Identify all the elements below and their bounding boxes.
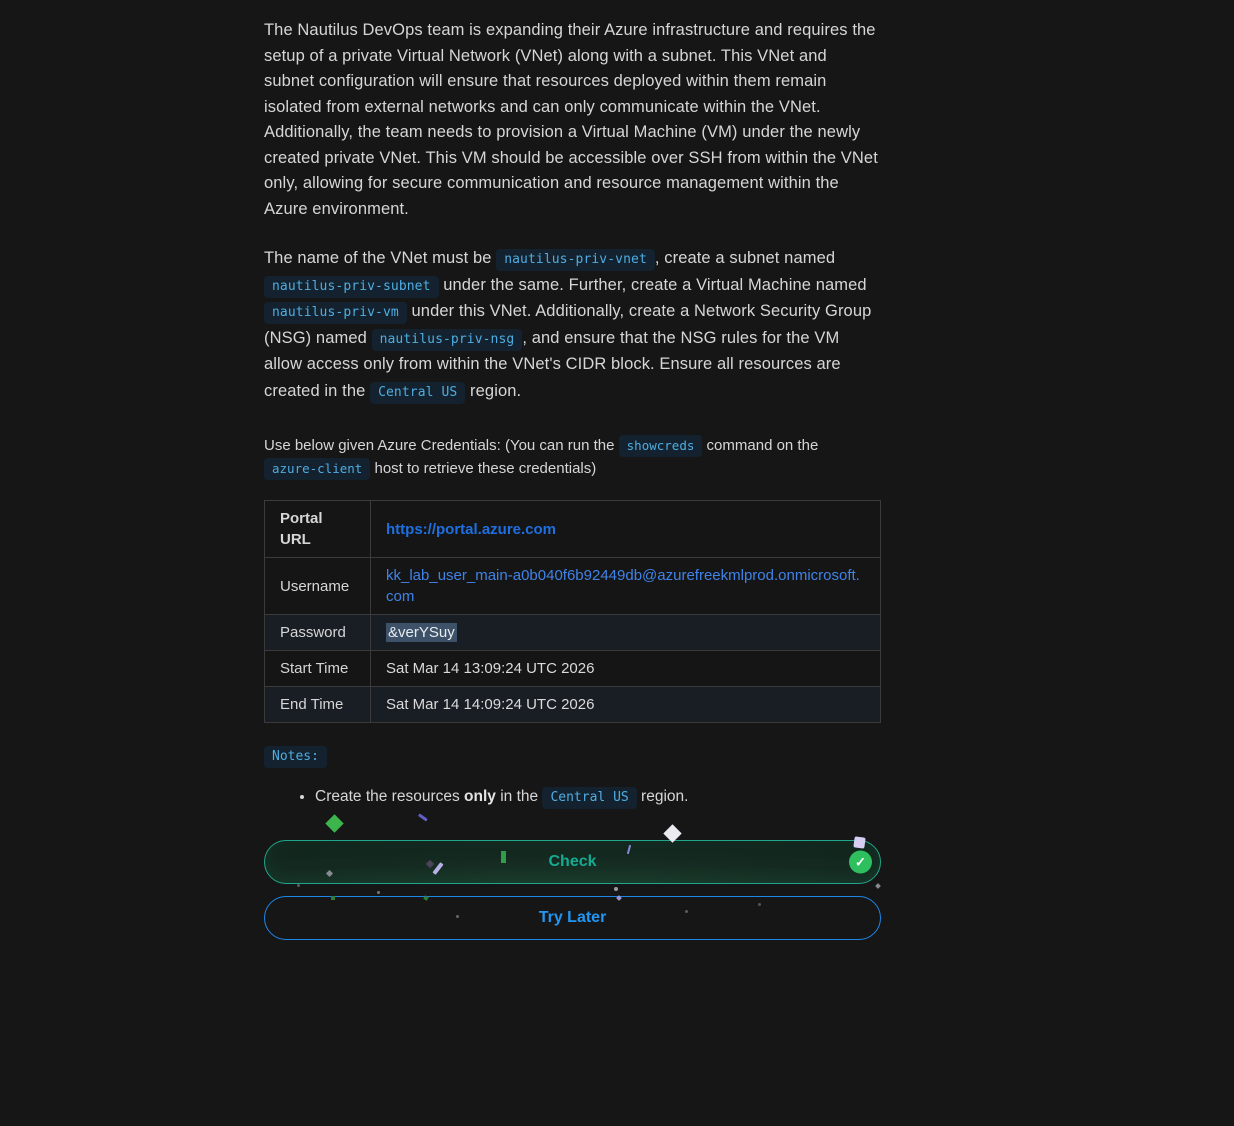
username-link[interactable]: kk_lab_user_main-a0b040f6b92449db@azurefreekmlprod.onmicrosoft.com bbox=[386, 567, 860, 605]
check-button-label: Check bbox=[548, 853, 597, 870]
table-row bbox=[265, 687, 881, 723]
notes-bold: only bbox=[464, 788, 496, 805]
check-button[interactable] bbox=[264, 840, 881, 884]
task-text: region. bbox=[465, 381, 522, 400]
code-azure-client: azure-client bbox=[264, 458, 370, 480]
check-success-icon: ✓ bbox=[849, 851, 872, 874]
task-text: , create a subnet named bbox=[654, 249, 836, 267]
creds-text: host to retrieve these credentials) bbox=[370, 460, 597, 477]
credentials-note bbox=[264, 434, 881, 480]
creds-text: Use below given Azure Credentials: (You can run the bbox=[264, 437, 619, 454]
code-region: Central US bbox=[370, 382, 465, 404]
task-text: The name of the VNet must be bbox=[264, 249, 497, 267]
try-later-label: Try Later bbox=[538, 909, 607, 926]
notes-list bbox=[264, 786, 881, 808]
credentials-table bbox=[264, 500, 881, 723]
row-label: End Time bbox=[265, 687, 371, 723]
notes-bullet: • Create the resources only in the Central US region. bbox=[315, 786, 881, 808]
content-column bbox=[264, 0, 881, 940]
task-text: under the same. Further, create a Virtual Machine named bbox=[438, 275, 867, 294]
table-row bbox=[265, 615, 881, 651]
notes-label: Notes: bbox=[264, 746, 327, 768]
task-paragraph bbox=[264, 245, 881, 404]
end-time-value: Sat Mar 14 14:09:24 UTC 2026 bbox=[371, 687, 881, 723]
creds-text: command on the bbox=[702, 437, 819, 454]
notes-heading bbox=[264, 747, 881, 765]
row-label: Username bbox=[265, 558, 371, 615]
task-text: , and ensure that the NSG rules for the VM allow access only from within the VNet's CIDR block. Ensure all resources are created in the bbox=[264, 328, 841, 400]
table-row bbox=[265, 558, 881, 615]
code-vnet-name: nautilus-priv-vnet bbox=[496, 249, 655, 271]
row-label: Portal URL bbox=[265, 501, 371, 558]
row-label: Password bbox=[265, 615, 371, 651]
table-row bbox=[265, 501, 881, 558]
start-time-value: Sat Mar 14 13:09:24 UTC 2026 bbox=[371, 651, 881, 687]
code-region-note: Central US bbox=[542, 787, 636, 809]
code-vm-name: nautilus-priv-vm bbox=[264, 302, 407, 324]
code-nsg-name: nautilus-priv-nsg bbox=[372, 329, 523, 351]
intro-paragraph: The Nautilus DevOps team is expanding their Azure infrastructure and requires the setup of a private Virtual Network (VNet) along with a subnet. This VNet and subnet configuration will ensure that resources deployed within them remain isolated from external networks and can only communicate within the VNet. Additionally, the team needs to provision a Virtual Machine (VM) under the newly created private VNet. This VM should be accessible over SSH from within the VNet only, allowing for secure communication and resource management within the Azure environment. bbox=[264, 21, 878, 218]
portal-url-link[interactable]: https://portal.azure.com bbox=[386, 520, 557, 538]
row-label: Start Time bbox=[265, 651, 371, 687]
password-value: &verYSuy bbox=[388, 624, 455, 641]
table-row bbox=[265, 651, 881, 687]
code-showcreds: showcreds bbox=[619, 435, 703, 457]
code-subnet-name: nautilus-priv-subnet bbox=[264, 276, 439, 298]
try-later-button[interactable] bbox=[264, 896, 881, 940]
task-text: under this VNet. Additionally, create a Network Security Group (NSG) named bbox=[264, 302, 872, 347]
